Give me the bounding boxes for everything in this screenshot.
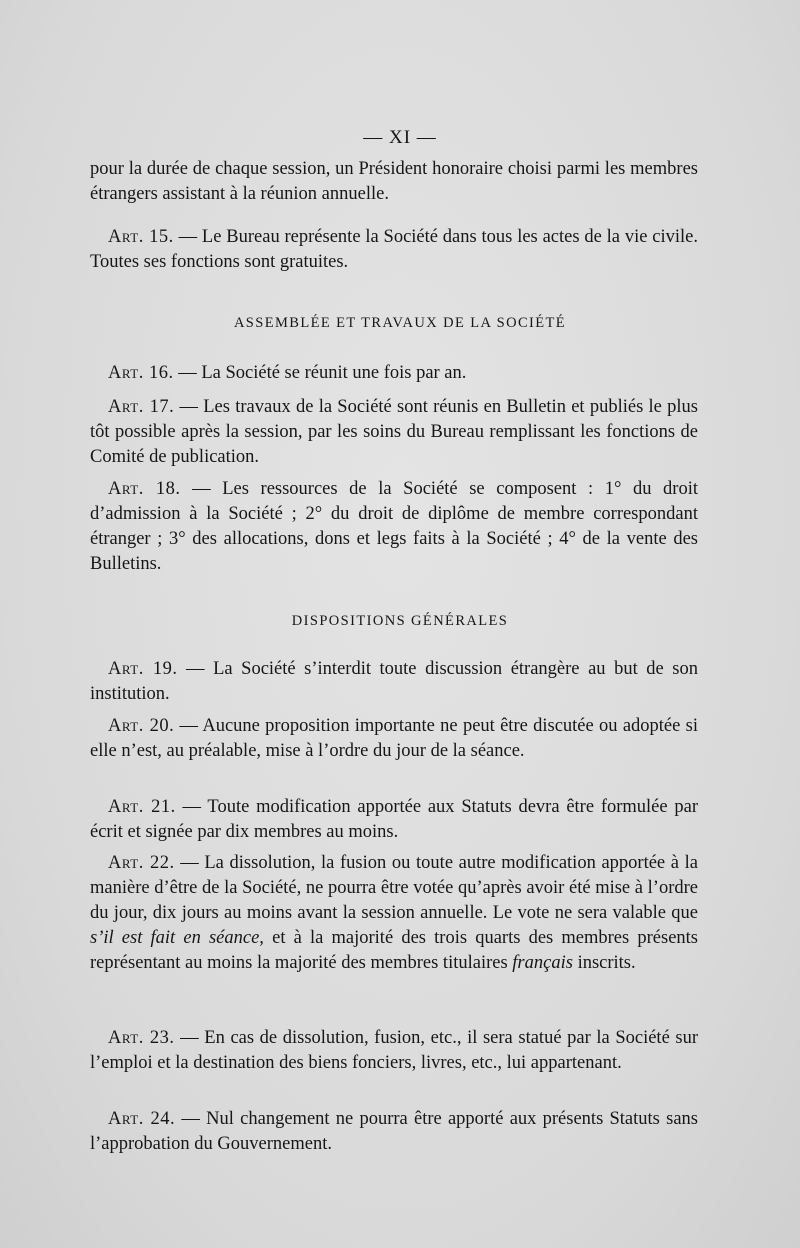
article-16 (90, 361, 698, 386)
article-24-label: Art. 24. (108, 1109, 176, 1129)
page-number-header: — XI — (363, 127, 437, 148)
article-23-label: Art. 23. (108, 1028, 175, 1048)
article-20-label: Art. 20. (108, 716, 175, 736)
article-17 (90, 395, 698, 470)
article-19-text: — La Société s’interdit toute discussion étrangère au but de son institution. (90, 659, 698, 704)
article-20 (90, 714, 698, 764)
article-22-italic-a: s’il est fait en séance, (90, 928, 264, 948)
article-22-italic-b: français (512, 953, 573, 973)
article-23 (90, 1026, 698, 1076)
article-16-label: Art. 16. (108, 363, 174, 383)
article-21-label: Art. 21. (108, 797, 176, 817)
section-heading-dispositions: DISPOSITIONS GÉNÉRALES (291, 613, 509, 629)
article-17-label: Art. 17. (108, 397, 175, 417)
article-16-text: — La Société se réunit une fois par an. (173, 363, 467, 383)
article-21-text: — Toute modification apportée aux Statuts devra être formulée par écrit et signée par dix membres au moins. (90, 797, 698, 842)
article-22 (90, 851, 698, 976)
article-22-label: Art. 22. (108, 853, 175, 873)
article-20-text: — Aucune proposition importante ne peut être discutée ou adoptée si elle n’est, au préalable, mise à l’ordre du jour de la séance. (90, 716, 698, 761)
article-21 (90, 795, 698, 845)
intro-paragraph (90, 157, 698, 207)
article-22-text-a: — La dissolution, la fusion ou toute autre modification apportée à la manière d’être de la Société, ne pourra être votée qu’après avoir été mise à l’ordre du jour, dix jours au moins avant la session annuelle. Le vote ne sera valable que (90, 853, 698, 923)
article-18-label: Art. 18. (108, 479, 181, 499)
article-23-text: — En cas de dissolution, fusion, etc., il sera statué par la Société sur l’emploi et la destination des biens fonciers, livres, etc., lui appartenant. (90, 1028, 698, 1073)
article-15-text: — Le Bureau représente la Société dans tous les actes de la vie civile. Toutes ses fonctions sont gratuites. (90, 227, 698, 272)
article-24-text: — Nul changement ne pourra être apporté aux présents Statuts sans l’approbation du Gouvernement. (90, 1109, 698, 1154)
section-heading-assemblee: ASSEMBLÉE ET TRAVAUX DE LA SOCIÉTÉ (233, 315, 567, 331)
article-18 (90, 477, 698, 577)
article-19 (90, 657, 698, 707)
intro-text: pour la durée de chaque session, un Président honoraire choisi parmi les membres étrangers assistant à la réunion annuelle. (90, 159, 698, 204)
article-15-label: Art. 15. (108, 227, 174, 247)
article-15 (90, 225, 698, 275)
article-18-text: — Les ressources de la Société se composent : 1° du droit d’admission à la Société ; 2° du droit de diplôme de membre correspondant étranger ; 3° des allocations, dons et legs faits à la Société ; 4° de la vente des Bulletins. (90, 479, 698, 574)
article-17-text: — Les travaux de la Société sont réunis en Bulletin et publiés le plus tôt possible après la session, par les soins du Bureau remplissant les fonctions de Comité de publication. (90, 397, 698, 467)
article-24 (90, 1107, 698, 1157)
article-22-text-b: et à la majorité des trois quarts des membres présents représentant au moins la majorité des membres titulaires (90, 928, 698, 973)
article-19-label: Art. 19. (108, 659, 178, 679)
article-22-text-c: inscrits. (572, 953, 636, 973)
